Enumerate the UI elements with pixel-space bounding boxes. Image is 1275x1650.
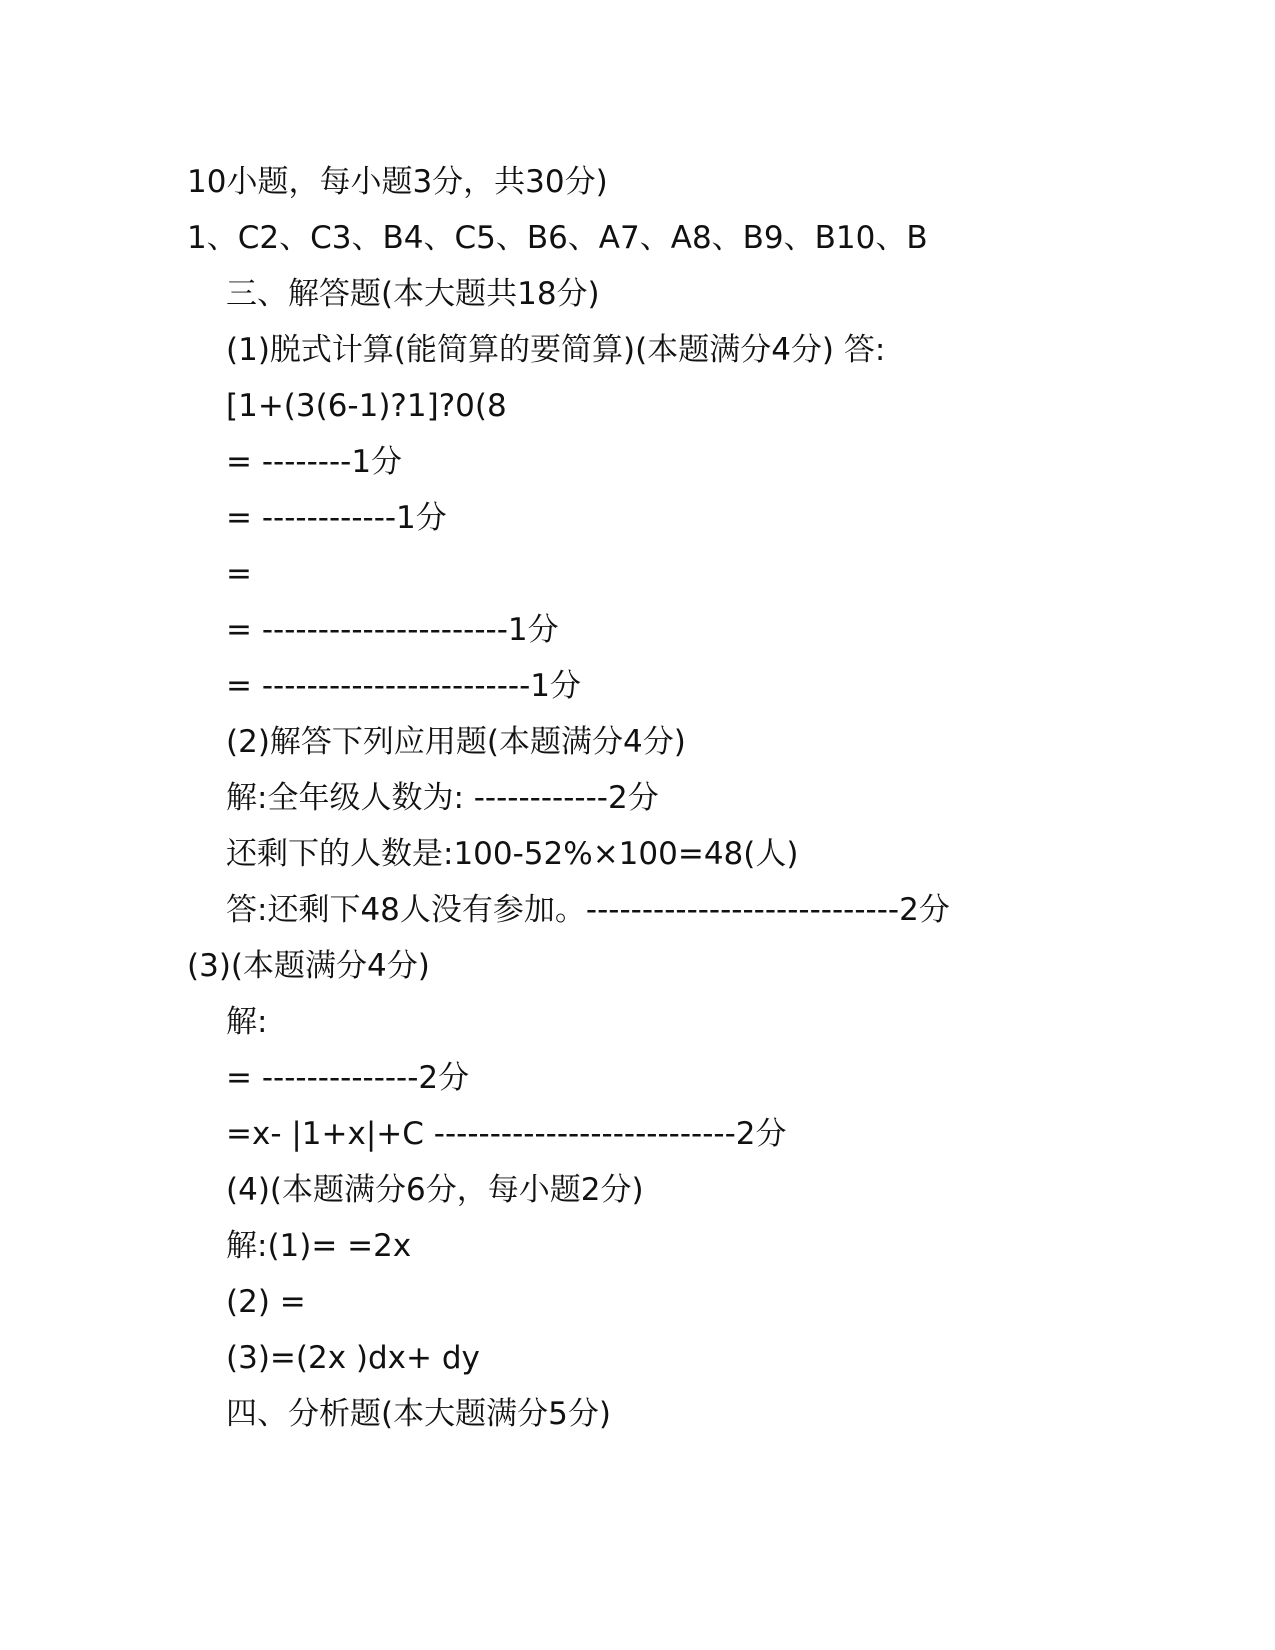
section-header-multiple-choice: 10小题，每小题3分，共30分) xyxy=(187,164,608,200)
q1-step-5: = ------------------------1分 xyxy=(226,668,582,704)
q2-answer: 答:还剩下48人没有参加。----------------------------2分 xyxy=(226,892,950,928)
q1-step-1: = --------1分 xyxy=(226,444,403,480)
question-4-heading: (4)(本题满分6分，每小题2分) xyxy=(226,1172,644,1208)
q4-part-3: (3)=(2x )dx+ dy xyxy=(226,1340,480,1376)
q2-step-1: 解:全年级人数为: ------------2分 xyxy=(226,780,659,816)
question-3-heading: (3)(本题满分4分) xyxy=(187,948,430,984)
section-header-solutions: 三、解答题(本大题共18分) xyxy=(226,276,600,312)
q3-step-1: = --------------2分 xyxy=(226,1060,470,1096)
q1-expression: [1+(3(6-1)?1]?0(8 xyxy=(226,388,507,424)
q1-step-3: = xyxy=(226,556,252,592)
q4-part-1: 解:(1)= =2x xyxy=(226,1228,412,1264)
q3-solution-label: 解: xyxy=(226,1004,268,1040)
q1-step-2: = ------------1分 xyxy=(226,500,447,536)
question-2-heading: (2)解答下列应用题(本题满分4分) xyxy=(226,724,686,760)
q1-step-4: = ----------------------1分 xyxy=(226,612,559,648)
q3-step-2: =x- |1+x|+C ---------------------------2分 xyxy=(226,1116,787,1152)
section-header-analysis: 四、分析题(本大题满分5分) xyxy=(226,1396,611,1432)
q4-part-2: (2) = xyxy=(226,1284,306,1320)
q2-step-2: 还剩下的人数是:100-52%×100=48(人) xyxy=(226,836,799,872)
answer-key-line: 1、C2、C3、B4、C5、B6、A7、A8、B9、B10、B xyxy=(187,220,928,256)
question-1-heading: (1)脱式计算(能简算的要简算)(本题满分4分) 答: xyxy=(226,332,886,368)
